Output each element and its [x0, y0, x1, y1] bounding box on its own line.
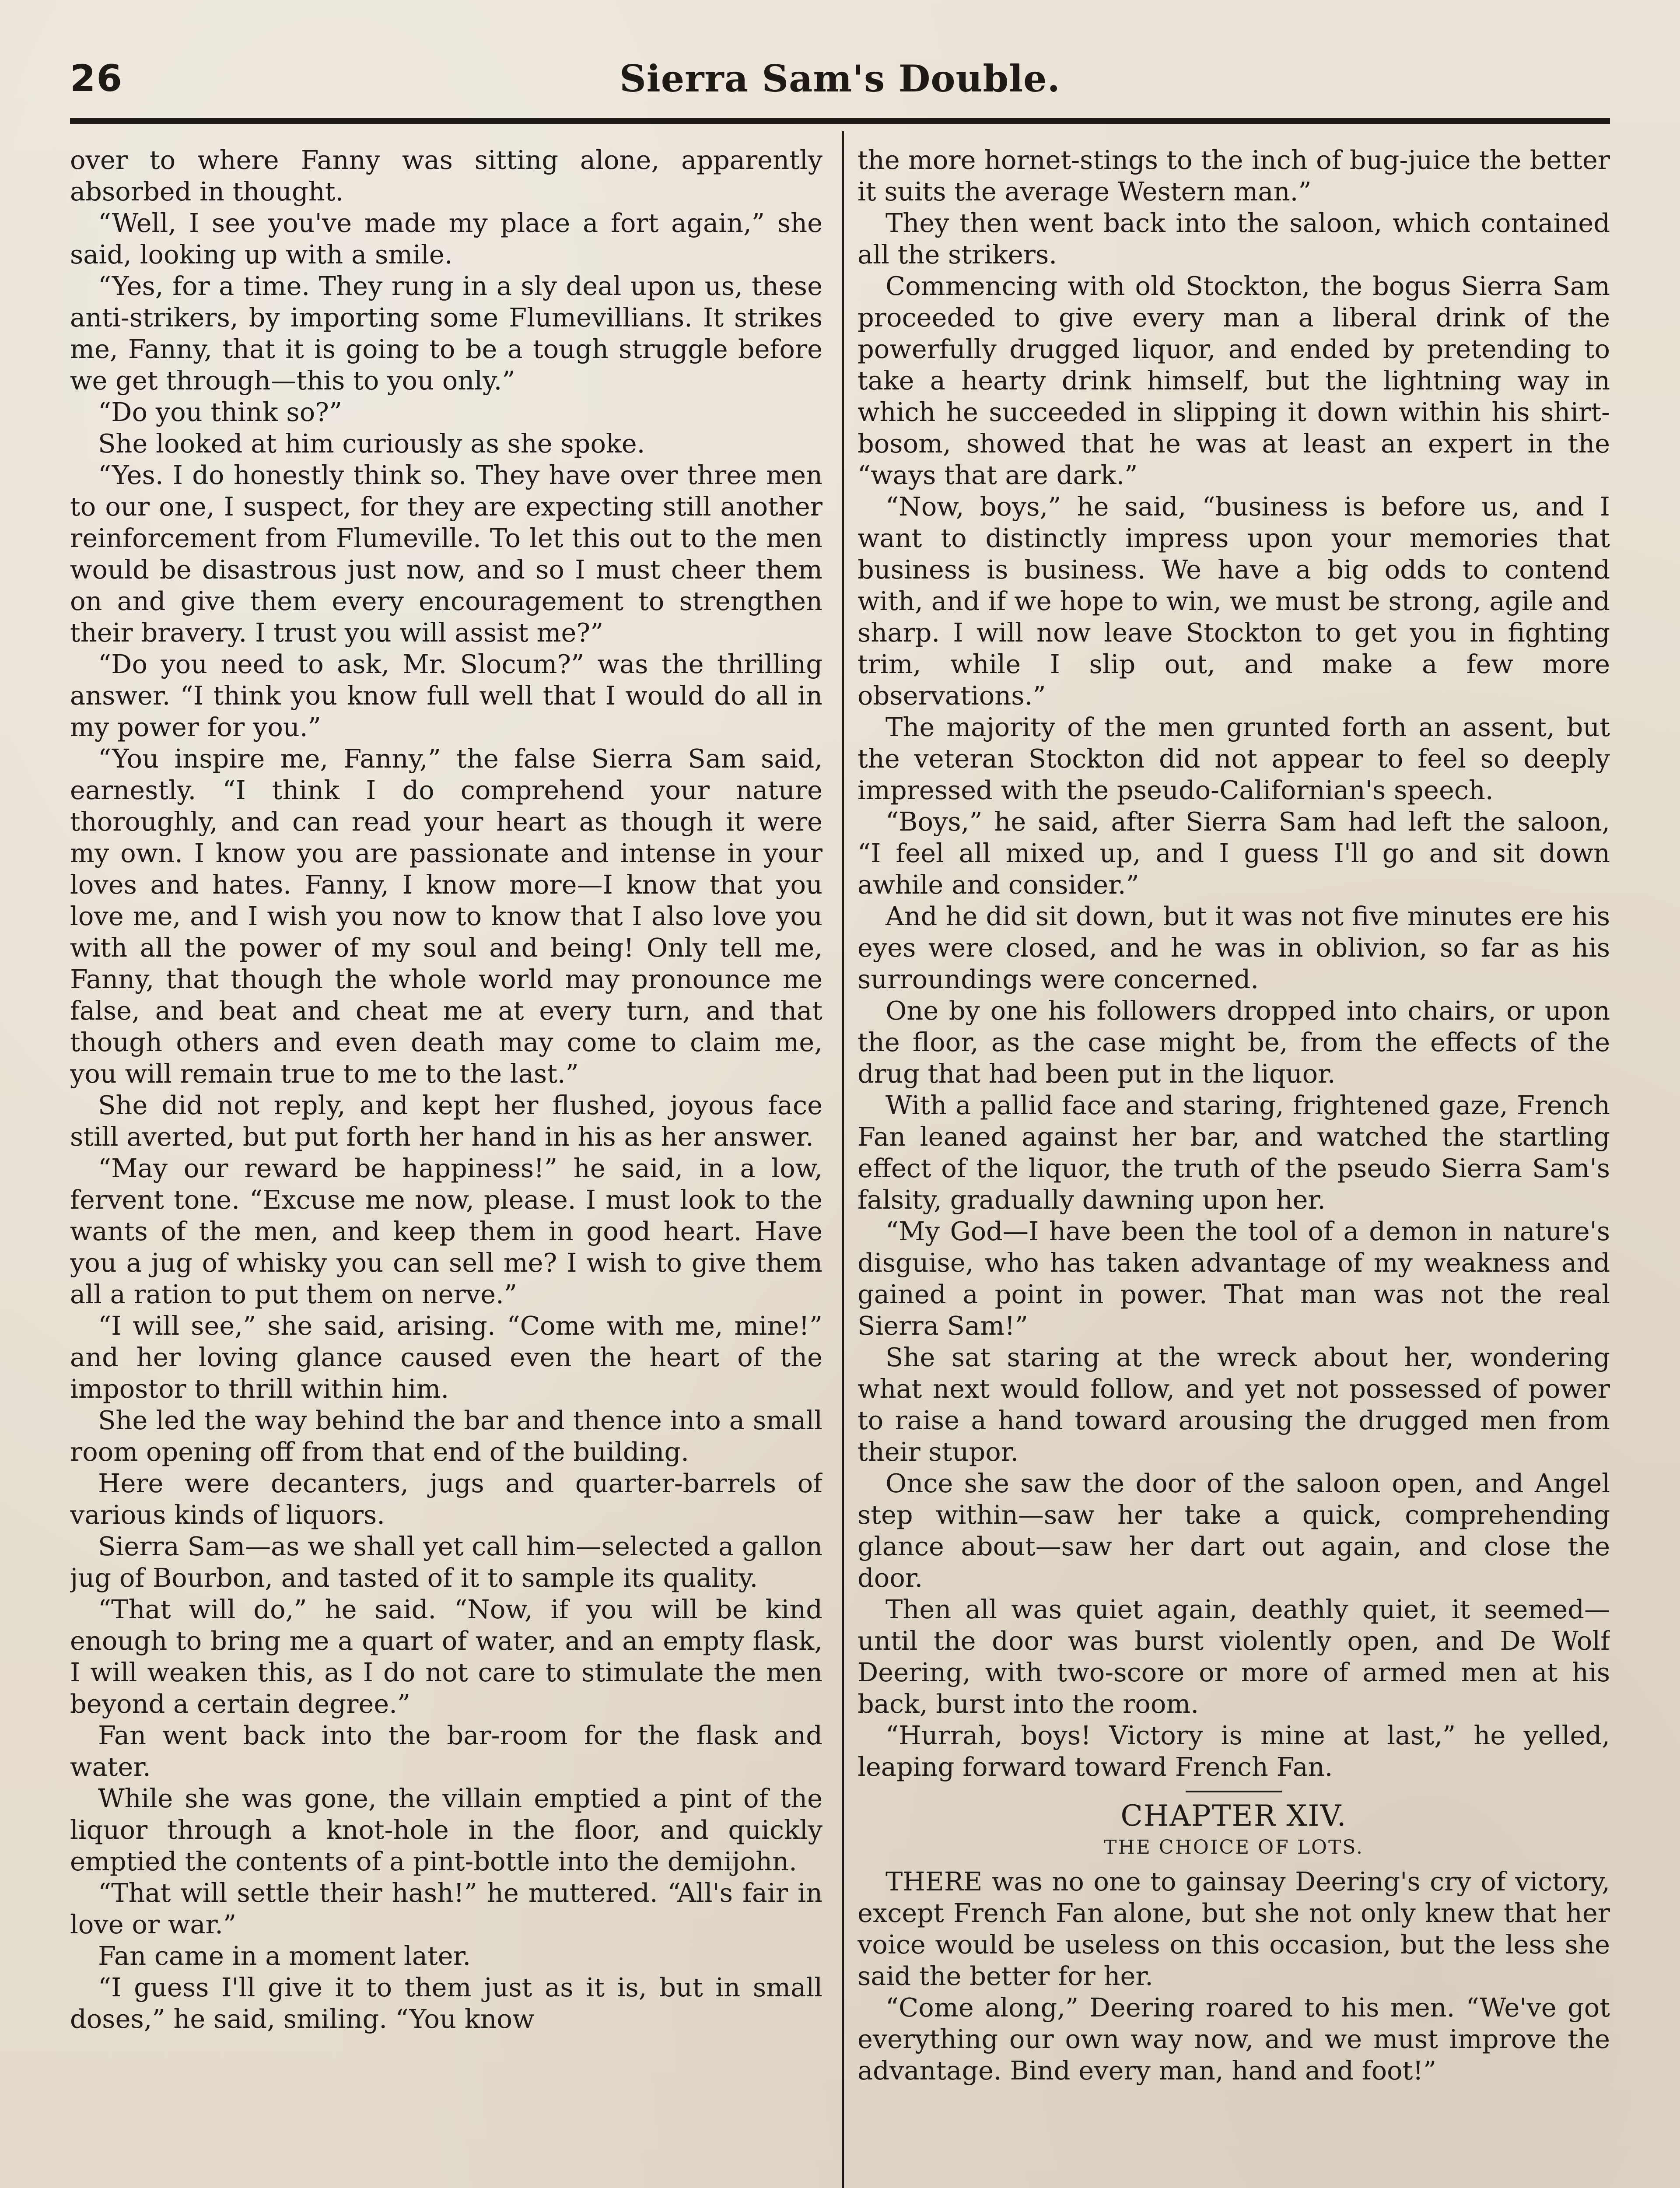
paragraph: With a pallid face and staring, frightened gaze, French Fan leaned against her bar, and watched the startling effect of the liquor, the truth of the pseudo Sierra Sam's falsity, gradually dawning upon her.: [858, 1090, 1610, 1215]
paragraph: Sierra Sam—as we shall yet call him—selected a gallon jug of Bourbon, and tasted of it to sample its quality.: [70, 1531, 822, 1593]
paragraph: “Do you think so?”: [98, 397, 343, 427]
paragraph: The majority of the men grunted forth an assent, but the veteran Stockton did not appear to feel so deeply impressed with the pseudo-Californian's speech.: [858, 712, 1610, 805]
paragraph: She did not reply, and kept her flushed, joyous face still averted, but put forth her hand in his as her answer.: [70, 1090, 822, 1152]
paragraph: “Come along,” Deering roared to his men. “We've got everything our own way now, and we must improve the advantage. Bind every man, hand and foot!”: [858, 1992, 1610, 2086]
paragraph: “Boys,” he said, after Sierra Sam had left the saloon, “I feel all mixed up, and I guess I'll go and sit down awhile and consider.”: [858, 806, 1610, 900]
paragraph: “Do you need to ask, Mr. Slocum?” was the thrilling answer. “I think you know full well that I would do all in my power for you.”: [70, 649, 822, 742]
paragraph: They then went back into the saloon, which contained all the strikers.: [858, 208, 1610, 270]
paragraph: One by one his followers dropped into chairs, or upon the floor, as the case might be, from the effects of the drug that had been put in the liquor.: [858, 996, 1610, 1089]
paragraph: the more hornet-stings to the inch of bug-juice the better it suits the average Western man.”: [858, 145, 1610, 207]
paragraph: Once she saw the door of the saloon open, and Angel step within—saw her take a quick, comprehending glance about—saw her dart out again, and close the door.: [858, 1468, 1610, 1593]
paragraph: Here were decanters, jugs and quarter-barrels of various kinds of liquors.: [70, 1468, 822, 1530]
paragraph: Fan went back into the bar-room for the flask and water.: [70, 1720, 822, 1782]
paragraph: “That will do,” he said. “Now, if you will be kind enough to bring me a quart of water, and an empty flask, I will weaken this, as I do not care to stimulate the men beyond a certain degree.”: [70, 1594, 822, 1719]
paragraph: She led the way behind the bar and thence into a small room opening off from that end of the building.: [70, 1405, 822, 1467]
paragraph: “Now, boys,” he said, “business is before us, and I want to distinctly impress upon your memories that business is business. We have a big odds to contend with, and if we hope to win, we must be strong, agile and sharp. I will now leave Stockton to get you in fighting trim, while I slip out, and make a few more observations.”: [858, 491, 1610, 711]
page-header: [70, 53, 1610, 105]
left-column: [70, 144, 822, 2188]
chapter-rule: [1186, 1791, 1282, 1792]
header-rule: [70, 118, 1610, 124]
paragraph: “Well, I see you've made my place a fort again,” she said, looking up with a smile.: [70, 208, 822, 270]
paragraph: Then all was quiet again, deathly quiet, it seemed—until the door was burst violently open, and De Wolf Deering, with two-score or more of armed men at his back, burst into the room.: [858, 1594, 1610, 1719]
paragraph: “Hurrah, boys! Victory is mine at last,” he yelled, leaping forward toward French Fan.: [858, 1720, 1610, 1782]
right-column: [858, 144, 1610, 2188]
paragraph: She looked at him curiously as she spoke.: [98, 428, 645, 459]
paragraph: “You inspire me, Fanny,” the false Sierra Sam said, earnestly. “I think I do comprehend your nature thoroughly, and can read your heart as though it were my own. I know you are passionate and intense in your loves and hates. Fanny, I know more—I know that you love me, and I wish you now to know that I also love you with all the power of my soul and being! Only tell me, Fanny, that though the whole world may pronounce me false, and beat and cheat me at every turn, and that though others and even death may come to claim me, you will remain true to me to the last.”: [70, 743, 822, 1089]
paragraph: “May our reward be happiness!” he said, in a low, fervent tone. “Excuse me now, please. I must look to the wants of the men, and keep them in good heart. Have you a jug of whisky you can sell me? I wish to give them all a ration to put them on nerve.”: [70, 1153, 822, 1309]
paragraph: “My God—I have been the tool of a demon in nature's disguise, who has taken advantage of my weakness and gained a point in power. That man was not the real Sierra Sam!”: [858, 1216, 1610, 1341]
paragraph: “Yes, for a time. They rung in a sly deal upon us, these anti-strikers, by importing some Flumevillians. It strikes me, Fanny, that it is going to be a tough struggle before we get through—this to you only.”: [70, 271, 822, 396]
chapter-subtitle: THE CHOICE OF LOTS.: [1104, 1836, 1364, 1858]
paragraph: “I guess I'll give it to them just as it is, but in small doses,” he said, smiling. “You know: [70, 1972, 822, 2034]
paragraph: “I will see,” she said, arising. “Come with me, mine!” and her loving glance caused even the heart of the impostor to thrill within him.: [70, 1311, 822, 1404]
paragraph: over to where Fanny was sitting alone, apparently absorbed in thought.: [70, 145, 822, 207]
paragraph: And he did sit down, but it was not five minutes ere his eyes were closed, and he was in oblivion, so far as his surroundings were concerned.: [858, 901, 1610, 994]
chapter-heading: CHAPTER XIV.: [1120, 1799, 1347, 1833]
paragraph: THERE was no one to gainsay Deering's cry of victory, except French Fan alone, but she not only knew that her voice would be useless on this occasion, but the less she said the better for her.: [858, 1866, 1610, 1991]
paragraph: While she was gone, the villain emptied a pint of the liquor through a knot-hole in the floor, and quickly emptied the contents of a pint-bottle into the demijohn.: [70, 1783, 822, 1876]
paragraph: Commencing with old Stockton, the bogus Sierra Sam proceeded to give every man a liberal drink of the powerfully drugged liquor, and ended by pretending to take a hearty drink himself, but the lightning way in which he succeeded in slipping it down within his shirt-bosom, showed that he was at least an expert in the “ways that are dark.”: [858, 271, 1610, 490]
paragraph: She sat staring at the wreck about her, wondering what next would follow, and yet not possessed of power to raise a hand toward arousing the drugged men from their stupor.: [858, 1342, 1610, 1467]
running-title: Sierra Sam's Double.: [620, 57, 1060, 100]
paragraph: “Yes. I do honestly think so. They have over three men to our one, I suspect, for they are expecting still another reinforcement from Flumeville. To let this out to the men would be disastrous just now, and so I must cheer them on and give them every encouragement to strengthen their bravery. I trust you will assist me?”: [70, 460, 822, 648]
column-divider: [842, 131, 844, 2188]
paragraph: Fan came in a moment later.: [98, 1941, 471, 1971]
page-number: 26: [70, 57, 123, 100]
paragraph: “That will settle their hash!” he muttered. “All's fair in love or war.”: [70, 1878, 822, 1939]
